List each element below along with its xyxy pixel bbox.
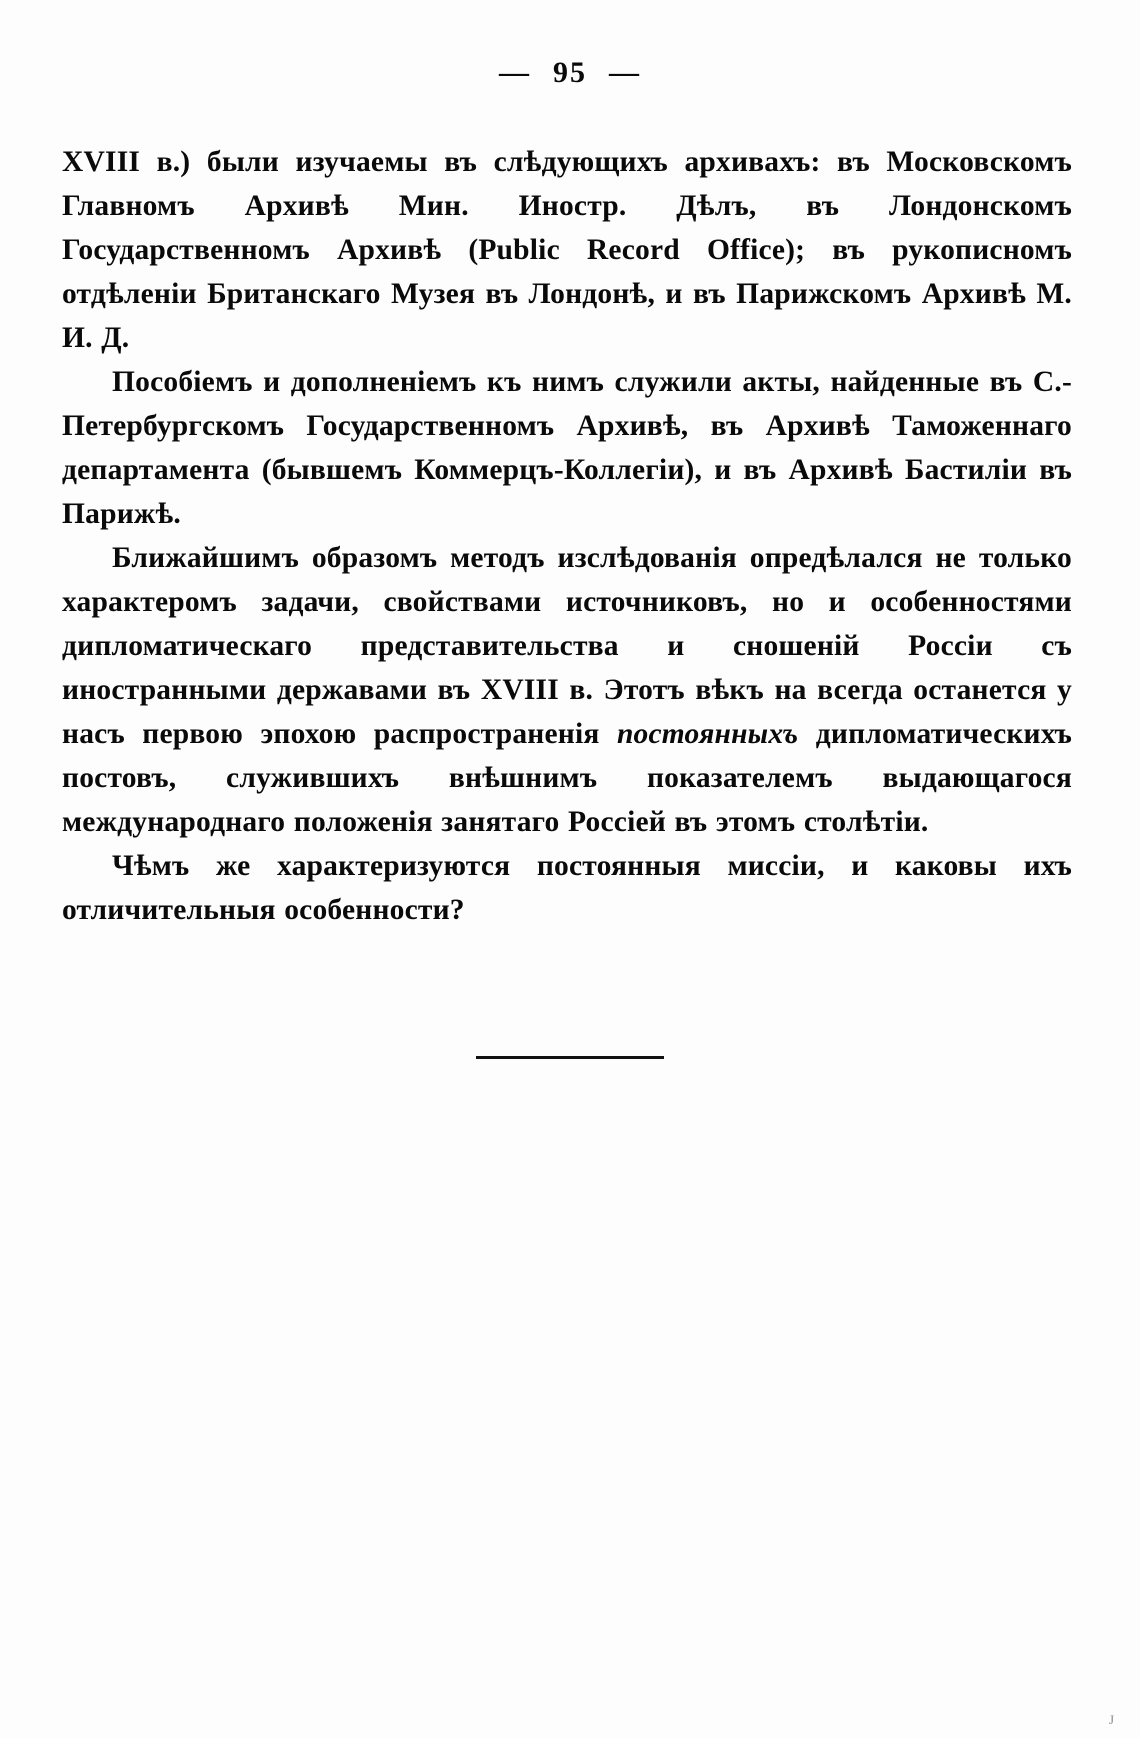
paragraph-3-part-2: дипломатическихъ постовъ, служившихъ внѣшнимъ показателемъ выдающагося международнаго положенія занятаго Россіей въ этомъ столѣтіи. (62, 718, 1072, 838)
page-number-value: 95 (553, 56, 587, 89)
paragraph-1: XVIII в.) были изучаемы въ слѣдующихъ архивахъ: въ Московскомъ Главномъ Архивѣ Мин. Иностр. Дѣлъ, въ Лондонскомъ Государственномъ Архивѣ (Public Record Office); въ рукописномъ отдѣленіи Британскаго Музея въ Лондонѣ, и въ Парижскомъ Архивѣ М. И. Д. (62, 146, 1072, 354)
body-text (62, 140, 1072, 932)
paragraph-2: Пособіемъ и дополненіемъ къ нимъ служили акты, найденные въ С.-Петербургскомъ Государственномъ Архивѣ, въ Архивѣ Таможеннаго департамента (бывшемъ Коммерцъ-Коллегіи), и въ Архивѣ Бастиліи въ Парижѣ. (62, 366, 1072, 530)
section-divider (0, 1046, 1140, 1064)
paragraph-4: Чѣмъ же характеризуются постоянныя миссіи, и каковы ихъ отличительныя особенности? (62, 850, 1072, 926)
corner-mark: J (1108, 1712, 1114, 1727)
divider-rule (476, 1056, 664, 1059)
page-number-dash-right: — (609, 56, 641, 89)
page-number-dash-left: — (499, 56, 531, 89)
paragraph-3-part-1: Ближайшимъ образомъ методъ изслѣдованія опредѣлался не только характеромъ задачи, свойствами источниковъ, но и особенностями дипломатическаго представительства и сношеній Россіи съ иностранными державами въ XVIII в. Этотъ вѣкъ на всегда останется у насъ первою эпохою распространенія (62, 542, 1072, 750)
paragraph-3 (62, 536, 1072, 844)
page-number (0, 56, 1140, 90)
paragraph-3-emphasis: постоянныхъ (616, 718, 799, 750)
